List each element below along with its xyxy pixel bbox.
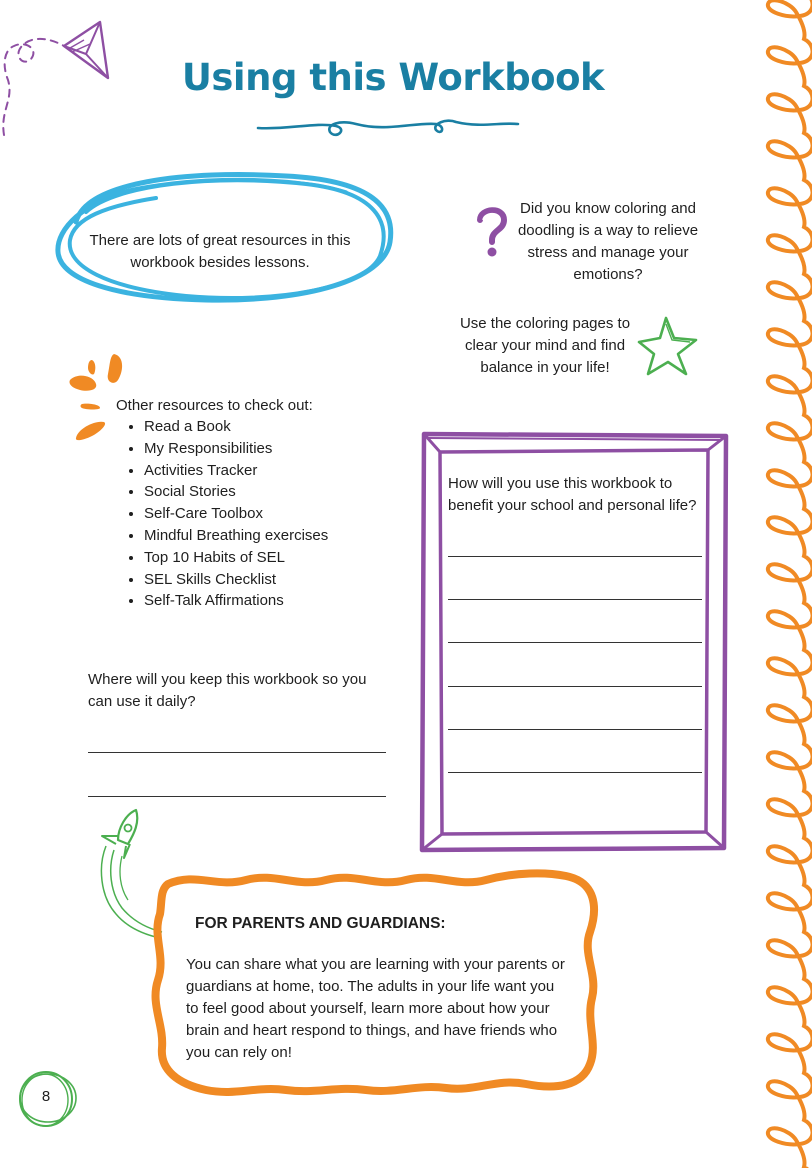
- keep-question-text: Where will you keep this workbook so you can use it daily?: [88, 671, 367, 710]
- keep-answer-line[interactable]: [88, 752, 386, 753]
- list-item: • Self-Talk Affirmations: [144, 590, 404, 612]
- title-underline-decoration: [256, 112, 522, 142]
- page-number: 8: [41, 1088, 51, 1105]
- benefit-answer-line[interactable]: [448, 599, 702, 600]
- resources-list: [118, 416, 404, 612]
- list-item: • My Responsibilities: [144, 438, 404, 460]
- coloring-tip-question: Did you know coloring and doodling is a way to relieve stress and manage your emotions?: [517, 200, 699, 283]
- parents-heading: FOR PARENTS AND GUARDIANS:: [195, 915, 446, 932]
- page-title: Using this Workbook: [181, 56, 605, 99]
- intro-text: There are lots of great resources in this workbook besides lessons.: [89, 232, 351, 271]
- benefit-answer-line[interactable]: [448, 556, 702, 557]
- benefit-answer-line[interactable]: [448, 772, 702, 773]
- benefit-answer-line[interactable]: [448, 686, 702, 687]
- parents-body-text: You can share what you are learning with your parents or guardians at home, too. The adults in your life want you to feel good about yourself, learn more about how your brain and heart respond to things, and have friends who you can rely on!: [186, 956, 565, 1061]
- coloring-tip-suggestion: Use the coloring pages to clear your mind and find balance in your life!: [459, 315, 631, 376]
- benefit-answer-line[interactable]: [448, 642, 702, 643]
- resources-heading: Other resources to check out:: [116, 397, 313, 414]
- list-item: • Mindful Breathing exercises: [144, 525, 404, 547]
- spiral-border-decoration: [756, 0, 812, 1168]
- list-item: • Read a Book: [144, 416, 404, 438]
- list-item: • Top 10 Habits of SEL: [144, 547, 404, 569]
- list-item: • Activities Tracker: [144, 460, 404, 482]
- list-item: • SEL Skills Checklist: [144, 569, 404, 591]
- list-item: • Self-Care Toolbox: [144, 503, 404, 525]
- star-icon: [636, 314, 700, 378]
- list-item: • Social Stories: [144, 481, 404, 503]
- keep-answer-line[interactable]: [88, 796, 386, 797]
- question-mark-icon: [474, 204, 510, 260]
- benefit-answer-line[interactable]: [448, 729, 702, 730]
- benefit-question-text: How will you use this workbook to benefit your school and personal life?: [448, 475, 697, 514]
